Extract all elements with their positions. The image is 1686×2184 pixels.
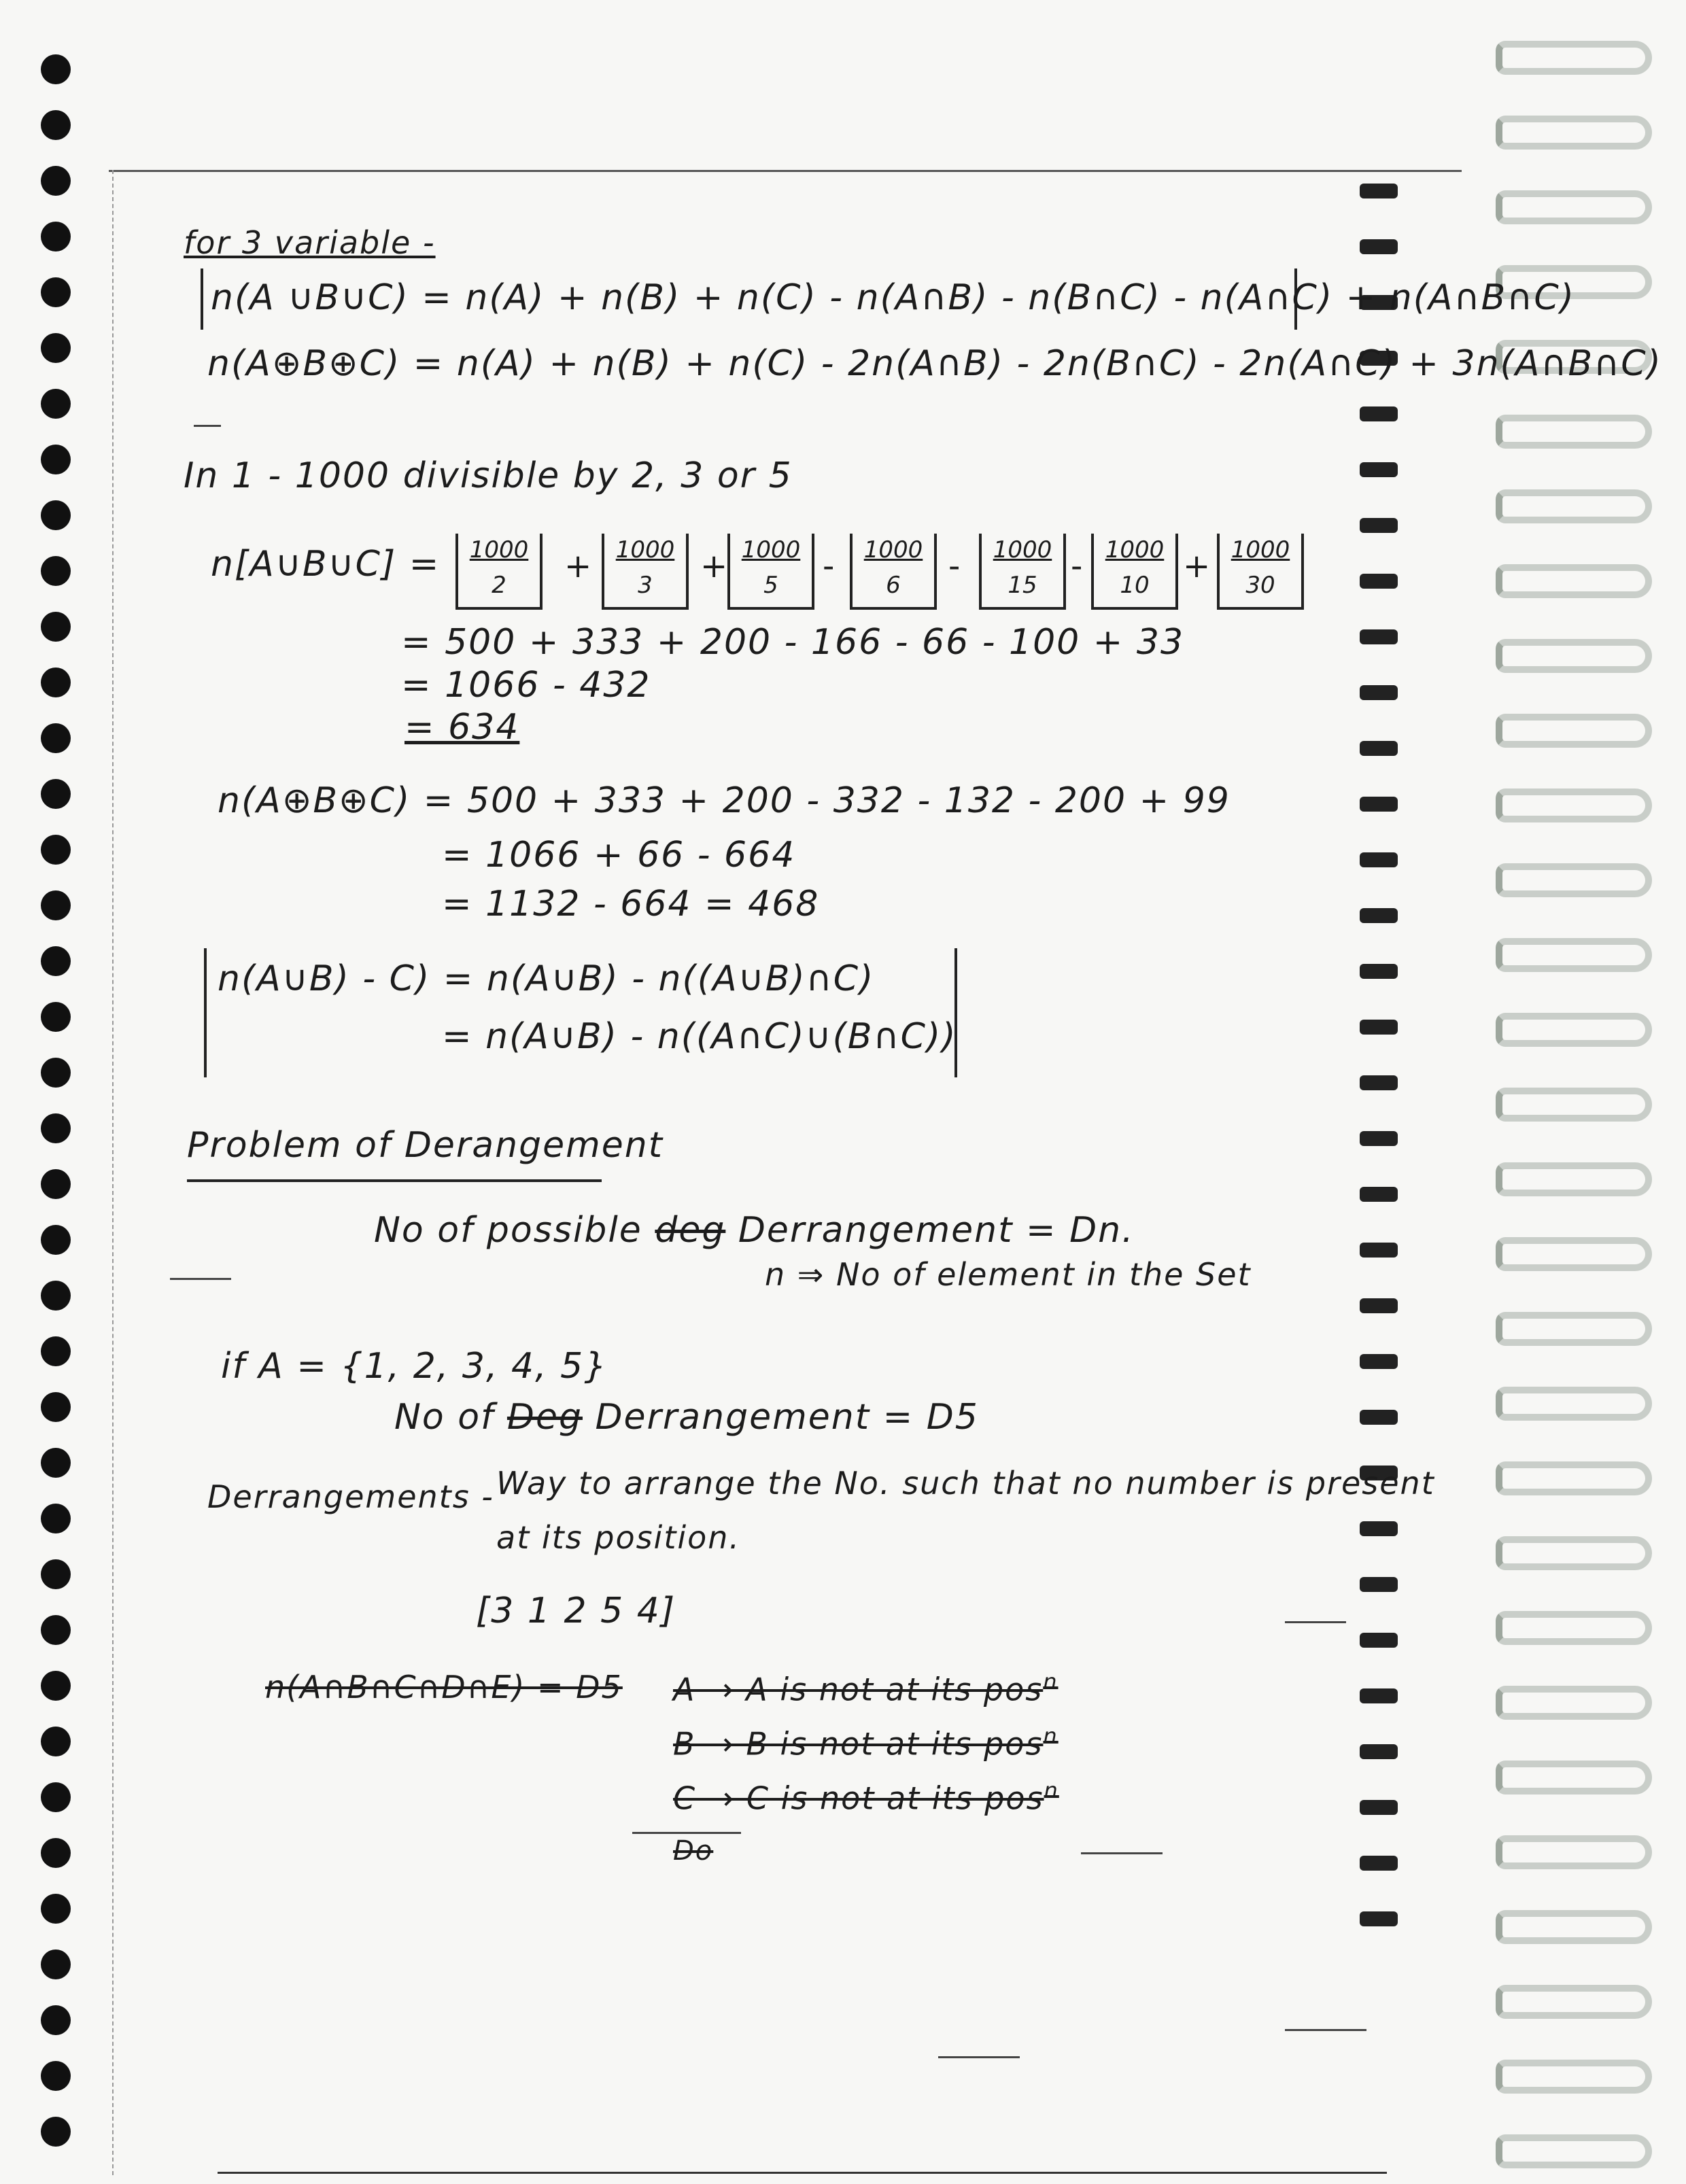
spiral-coil xyxy=(1496,1312,1652,1346)
no-of-label: No of xyxy=(394,1397,495,1438)
punch-hole xyxy=(41,668,71,697)
spine-hole xyxy=(1360,1688,1398,1703)
operator: + xyxy=(700,547,728,585)
punch-hole xyxy=(41,1949,71,1979)
line1-part-a: No of possible xyxy=(374,1210,642,1251)
spine-hole xyxy=(1360,462,1398,477)
union-step2: = 1066 - 432 xyxy=(401,665,651,706)
spiral-coil xyxy=(1496,1162,1652,1196)
punch-hole xyxy=(41,500,71,530)
spiral-coil xyxy=(1496,564,1652,598)
dash-mark xyxy=(1081,1852,1163,1854)
floor-term xyxy=(850,534,937,610)
punch-hole xyxy=(41,835,71,865)
spine-hole xyxy=(1360,184,1398,198)
example-question: In 1 - 1000 divisible by 2, 3 or 5 xyxy=(184,455,793,496)
superscript-n: n xyxy=(1043,1723,1059,1749)
spiral-coil xyxy=(1496,938,1652,972)
spine-hole xyxy=(1360,1187,1398,1202)
formula-xor: n(A⊕B⊕C) = n(A) + n(B) + n(C) - 2n(A∩B) - 2n(B∩C) - 2n(A∩C) + 3n(A∩B∩C) xyxy=(207,343,1662,384)
struck-word: deg xyxy=(655,1210,726,1251)
example-arrangement: [3 1 2 5 4] xyxy=(476,1591,676,1631)
derangement-line2: n ⇒ No of element in the Set xyxy=(765,1256,1252,1293)
heading-3-variable: for 3 variable - xyxy=(184,224,436,261)
spiral-coil xyxy=(1496,41,1652,75)
punch-hole xyxy=(41,445,71,474)
spine-hole xyxy=(1360,1131,1398,1146)
punch-hole xyxy=(41,1838,71,1868)
spine-hole xyxy=(1360,1020,1398,1035)
spiral-coil xyxy=(1496,1237,1652,1271)
definition-label: Derrangements - xyxy=(207,1478,494,1515)
spiral-coil xyxy=(1496,1985,1652,2019)
spiral-coil xyxy=(1496,489,1652,523)
punch-hole xyxy=(41,333,71,363)
spiral-coil xyxy=(1496,1387,1652,1421)
punch-hole xyxy=(41,1615,71,1645)
punch-hole xyxy=(41,1894,71,1924)
spine-hole xyxy=(1360,1744,1398,1759)
punch-hole xyxy=(41,1727,71,1756)
page-top-rule xyxy=(109,170,1462,172)
spiral-coil xyxy=(1496,2134,1652,2168)
punch-hole xyxy=(41,1225,71,1255)
struck-line-b xyxy=(673,1723,1059,1762)
spine-hole xyxy=(1360,574,1398,589)
spine-hole xyxy=(1360,1410,1398,1425)
punch-hole xyxy=(41,222,71,252)
spiral-coil xyxy=(1496,1761,1652,1795)
spiral-coil xyxy=(1496,415,1652,449)
dash-mark xyxy=(170,1278,231,1280)
floor-numerator: 1000 xyxy=(1231,536,1290,564)
definition-text-1: Way to arrange the No. such that no number is present xyxy=(496,1465,1435,1502)
floor-term xyxy=(1217,534,1304,610)
title-underline xyxy=(187,1179,602,1182)
spine-hole xyxy=(1360,852,1398,867)
punch-hole xyxy=(41,1281,71,1311)
union-step3: = 634 xyxy=(405,707,520,748)
struck-line-c xyxy=(673,1778,1059,1816)
floor-numerator: 1000 xyxy=(1105,536,1165,564)
punch-hole xyxy=(41,1336,71,1366)
punch-hole xyxy=(41,1671,71,1701)
spiral-coil xyxy=(1496,1910,1652,1944)
set-a-definition: if A = {1, 2, 3, 4, 5} xyxy=(221,1346,608,1387)
floor-numerator: 1000 xyxy=(863,536,923,564)
spiral-coil xyxy=(1496,1461,1652,1495)
spine-hole xyxy=(1360,518,1398,533)
punch-hole xyxy=(41,2061,71,2091)
spiral-coil xyxy=(1496,788,1652,822)
punch-hole xyxy=(41,1113,71,1143)
spine-hole xyxy=(1360,629,1398,644)
spine-hole xyxy=(1360,1911,1398,1926)
spiral-coil xyxy=(1496,639,1652,673)
floor-term xyxy=(455,534,543,610)
spine-hole xyxy=(1360,1298,1398,1313)
floor-denominator: 15 xyxy=(1008,572,1037,599)
spiral-coil xyxy=(1496,1835,1652,1869)
page-bottom-rule xyxy=(218,2172,1387,2174)
punch-hole xyxy=(41,556,71,586)
struck-word: Deg xyxy=(506,1397,583,1438)
punch-hole xyxy=(41,890,71,920)
spine-hole xyxy=(1360,1354,1398,1369)
punch-hole xyxy=(41,723,71,753)
floor-term xyxy=(1091,534,1178,610)
superscript-n: n xyxy=(1044,1778,1059,1803)
punch-hole xyxy=(41,612,71,642)
floor-numerator: 1000 xyxy=(615,536,675,564)
floor-numerator: 1000 xyxy=(469,536,529,564)
line1-part-b: Derrangement = Dn. xyxy=(738,1210,1135,1251)
spine-hole xyxy=(1360,964,1398,979)
spine-hole xyxy=(1360,1577,1398,1592)
spiral-coil xyxy=(1496,190,1652,224)
no-of-rest: Derrangement = D5 xyxy=(595,1397,979,1438)
spine-hole xyxy=(1360,1633,1398,1648)
spiral-coil xyxy=(1496,1686,1652,1720)
punch-holes xyxy=(34,54,75,2162)
floor-term xyxy=(602,534,689,610)
spiral-coil xyxy=(1496,1013,1652,1047)
union-lhs: n[A∪B∪C] = xyxy=(211,544,441,585)
spiral-coil xyxy=(1496,1611,1652,1645)
spine-hole xyxy=(1360,741,1398,756)
set-diff-line1: n(A∪B) - C) = n(A∪B) - n((A∪B)∩C) xyxy=(218,958,875,999)
spine-hole xyxy=(1360,1521,1398,1536)
punch-hole xyxy=(41,779,71,809)
xor-line2: = 1066 + 66 - 664 xyxy=(442,835,796,876)
operator: + xyxy=(1183,547,1211,585)
spiral-coil xyxy=(1496,1536,1652,1570)
punch-hole xyxy=(41,1448,71,1478)
derangement-line1 xyxy=(374,1210,1135,1251)
definition-text-2: at its position. xyxy=(496,1519,741,1556)
struck-line-c-text: C → C is not at its pos xyxy=(673,1780,1044,1817)
punch-hole xyxy=(41,277,71,307)
spiral-coil xyxy=(1496,116,1652,150)
punch-hole xyxy=(41,2005,71,2035)
spine-hole xyxy=(1360,1800,1398,1815)
floor-denominator: 6 xyxy=(886,572,901,599)
struck-line-a-text: A → A is not at its pos xyxy=(673,1671,1044,1708)
dash-mark xyxy=(1285,1621,1346,1623)
derangement-count xyxy=(394,1397,979,1438)
derangement-title: Problem of Derangement xyxy=(187,1125,664,1166)
spine-hole xyxy=(1360,406,1398,421)
spine-hole xyxy=(1360,908,1398,923)
punch-hole xyxy=(41,1392,71,1422)
spine-hole xyxy=(1360,239,1398,254)
operator: - xyxy=(948,547,961,585)
dash-mark xyxy=(938,2056,1020,2058)
floor-denominator: 5 xyxy=(763,572,778,599)
operator: + xyxy=(564,547,592,585)
spine-holes xyxy=(1360,184,1400,1951)
dash-mark xyxy=(1285,2029,1366,2031)
spiral-coil xyxy=(1496,714,1652,748)
spine-hole xyxy=(1360,797,1398,812)
struck-expression: n(A∩B∩C∩D∩E) = D5 xyxy=(265,1669,623,1705)
superscript-n: n xyxy=(1043,1669,1059,1695)
dash-mark xyxy=(194,425,221,427)
floor-denominator: 10 xyxy=(1120,572,1150,599)
floor-denominator: 2 xyxy=(492,572,506,599)
floor-term xyxy=(979,534,1066,610)
punch-hole xyxy=(41,54,71,84)
margin-rule xyxy=(112,170,114,2175)
punch-hole xyxy=(41,166,71,196)
formula-union: n(A ∪B∪C) = n(A) + n(B) + n(C) - n(A∩B) - n(B∩C) - n(A∩C) + n(A∩B∩C) xyxy=(211,277,1575,318)
operator: - xyxy=(1071,547,1083,585)
punch-hole xyxy=(41,1002,71,1032)
struck-line-d: Do xyxy=(673,1835,714,1867)
floor-numerator: 1000 xyxy=(741,536,801,564)
spiral-coil xyxy=(1496,2060,1652,2094)
spine-hole xyxy=(1360,1075,1398,1090)
set-diff-line2: = n(A∪B) - n((A∩C)∪(B∩C)) xyxy=(442,1016,957,1057)
dash-mark xyxy=(632,1832,741,1834)
punch-hole xyxy=(41,1782,71,1812)
struck-line-b-text: B → B is not at its pos xyxy=(673,1725,1044,1763)
punch-hole xyxy=(41,1559,71,1589)
spiral-coil xyxy=(1496,863,1652,897)
floor-term xyxy=(727,534,814,610)
punch-hole xyxy=(41,110,71,140)
floor-denominator: 3 xyxy=(638,572,653,599)
floor-denominator: 30 xyxy=(1245,572,1275,599)
punch-hole xyxy=(41,1169,71,1199)
operator: - xyxy=(823,547,835,585)
punch-hole xyxy=(41,1504,71,1533)
xor-line1: n(A⊕B⊕C) = 500 + 333 + 200 - 332 - 132 - 200 + 99 xyxy=(218,780,1231,821)
union-step1: = 500 + 333 + 200 - 166 - 66 - 100 + 33 xyxy=(401,622,1185,663)
punch-hole xyxy=(41,2117,71,2147)
xor-line3: = 1132 - 664 = 468 xyxy=(442,884,820,924)
punch-hole xyxy=(41,1058,71,1088)
spiral-binding xyxy=(1496,0,1686,2184)
floor-numerator: 1000 xyxy=(993,536,1052,564)
struck-line-a xyxy=(673,1669,1059,1708)
punch-hole xyxy=(41,946,71,976)
punch-hole xyxy=(41,389,71,419)
spine-hole xyxy=(1360,685,1398,700)
spiral-coil xyxy=(1496,1088,1652,1122)
spine-hole xyxy=(1360,1243,1398,1258)
spine-hole xyxy=(1360,1856,1398,1871)
